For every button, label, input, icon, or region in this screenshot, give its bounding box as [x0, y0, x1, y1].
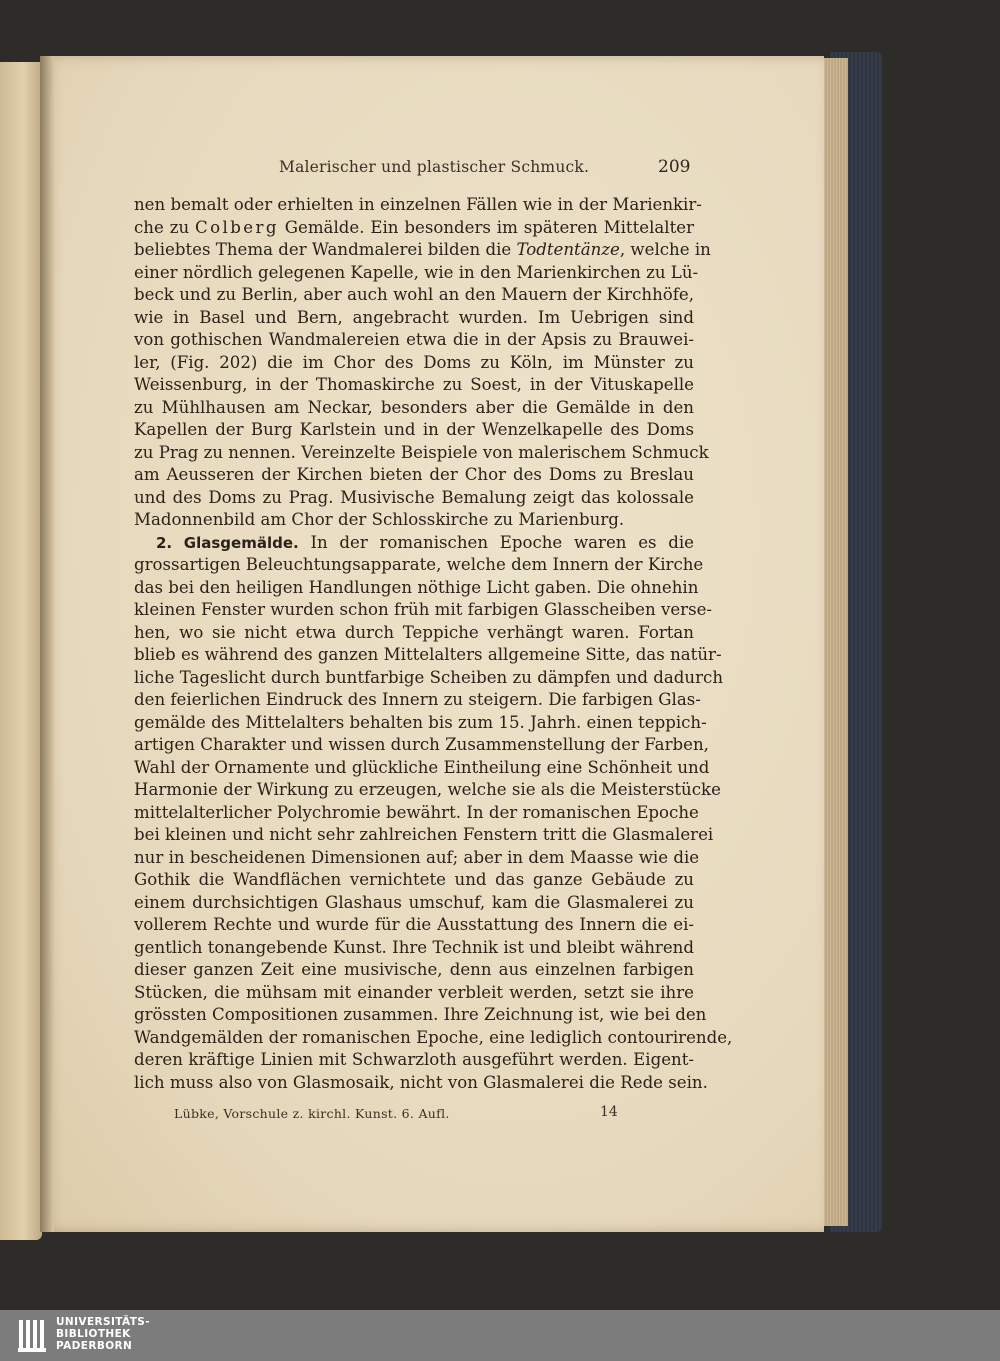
- text-line: Wandgemälden der romanischen Epoche, eine lediglich contourirende,: [134, 1027, 733, 1047]
- library-footer-bar: [0, 1310, 1000, 1361]
- text-line: einem durchsichtigen Glashaus umschuf, kam die Glasmalerei zu: [134, 892, 694, 912]
- text-line: grossartigen Beleuchtungsapparate, welche dem Innern der Kirche: [134, 555, 704, 574]
- library-name-line: BIBLIOTHEK: [56, 1328, 131, 1340]
- text-line: nen bemalt oder erhielten in einzelnen Fällen wie in der Marienkir-: [134, 195, 702, 214]
- text-line: Weissenburg, in der Thomaskirche zu Soest, in der Vituskapelle: [134, 375, 694, 394]
- text-line: kleinen Fenster wurden schon früh mit farbigen Glasscheiben verse-: [134, 600, 713, 619]
- library-name: [56, 1316, 150, 1352]
- page-gutter: [40, 56, 54, 1232]
- left-page-edge: [0, 62, 42, 1240]
- text-line: nur in bescheidenen Dimensionen auf; aber in dem Maasse wie die: [134, 847, 700, 867]
- footer-note: Lübke, Vorschule z. kirchl. Kunst. 6. Aufl.: [174, 1106, 450, 1121]
- text-line: Stücken, die mühsam mit einander verbleit werden, setzt sie ihre: [134, 982, 694, 1002]
- text-line: bei kleinen und nicht sehr zahlreichen Fenstern tritt die Glasmalerei: [134, 825, 714, 844]
- section-heading: 2. Glasgemälde.: [156, 533, 299, 552]
- text-line: zu Mühlhausen am Neckar, besonders aber die Gemälde in den: [134, 397, 694, 417]
- text-line: mittelalterlicher Polychromie bewährt. In der romanischen Epoche: [134, 802, 699, 822]
- text-line: grössten Compositionen zusammen. Ihre Zeichnung ist, wie bei den: [134, 1005, 707, 1024]
- book-page: [44, 56, 824, 1232]
- text-line: hen, wo sie nicht etwa durch Teppiche verhängt waren. Fortan: [134, 622, 694, 642]
- text-line: beliebtes Thema der Wandmalerei bilden die Todtentänze, welche in: [134, 240, 711, 259]
- text-line: dieser ganzen Zeit eine musivische, denn aus einzelnen farbigen: [134, 960, 694, 979]
- running-head: Malerischer und plastischer Schmuck.: [279, 158, 590, 176]
- text-line: wie in Basel und Bern, angebracht wurden. Im Uebrigen sind: [134, 307, 694, 327]
- text-line: Gothik die Wandflächen vernichtete und das ganze Gebäude zu: [134, 870, 694, 889]
- text-line: den feierlichen Eindruck des Innern zu steigern. Die farbigen Glas-: [134, 690, 701, 709]
- text-line: von gothischen Wandmalereien etwa die in der Apsis zu Brauwei-: [134, 330, 694, 349]
- text-line: lich muss also von Glasmosaik, nicht von Glasmalerei die Rede sein.: [134, 1072, 708, 1092]
- text-line: beck und zu Berlin, aber auch wohl an den Mauern der Kirchhöfe,: [134, 285, 694, 304]
- text-line: und des Doms zu Prag. Musivische Bemalung zeigt das kolossale: [134, 487, 694, 507]
- library-logo-icon: [18, 1318, 48, 1354]
- text-line: am Aeusseren der Kirchen bieten der Chor des Doms zu Breslau: [134, 465, 694, 484]
- text-line: das bei den heiligen Handlungen nöthige Licht gaben. Die ohnehin: [134, 577, 699, 597]
- text-line: Madonnenbild am Chor der Schlosskirche zu Marienburg.: [134, 510, 625, 529]
- text-line: artigen Charakter und wissen durch Zusammenstellung der Farben,: [134, 735, 709, 754]
- text-line: einer nördlich gelegenen Kapelle, wie in den Marienkirchen zu Lü-: [134, 262, 699, 282]
- text-line: gemälde des Mittelalters behalten bis zum 15. Jahrh. einen teppich-: [134, 712, 707, 732]
- page-header: [44, 158, 824, 182]
- text-line: vollerem Rechte und wurde für die Ausstattung des Innern die ei-: [134, 915, 694, 934]
- text-line: liche Tageslicht durch buntfarbige Scheiben zu dämpfen und dadurch: [134, 667, 724, 687]
- library-name-line: UNIVERSITÄTS-: [56, 1316, 151, 1328]
- page-number: 209: [658, 157, 691, 177]
- text-line: deren kräftige Linien mit Schwarzloth ausgeführt werden. Eigent-: [134, 1050, 694, 1069]
- text-line: Harmonie der Wirkung zu erzeugen, welche sie als die Meisterstücke: [134, 780, 721, 799]
- page-footer: [44, 1106, 824, 1126]
- section-first-line: 2. Glasgemälde. In der romanischen Epoche waren es die: [156, 532, 694, 552]
- signature-mark: 14: [600, 1104, 618, 1120]
- text-line: gentlich tonangebende Kunst. Ihre Technik ist und bleibt während: [134, 937, 694, 957]
- text-line: Wahl der Ornamente und glückliche Eintheilung eine Schönheit und: [134, 757, 710, 777]
- text-line: che zu Colberg Gemälde. Ein besonders im späteren Mittelalter: [134, 217, 694, 237]
- page-stack-edges: [820, 58, 848, 1226]
- library-name-line: PADERBORN: [56, 1340, 133, 1352]
- text-line: zu Prag zu nennen. Vereinzelte Beispiele von malerischem Schmuck: [134, 442, 709, 462]
- body-text: [134, 194, 733, 1094]
- text-line: blieb es während des ganzen Mittelalters allgemeine Sitte, das natür-: [134, 645, 722, 664]
- text-line: ler, (Fig. 202) die im Chor des Doms zu Köln, im Münster zu: [134, 352, 694, 372]
- text-line: Kapellen der Burg Karlstein und in der Wenzelkapelle des Doms: [134, 420, 694, 439]
